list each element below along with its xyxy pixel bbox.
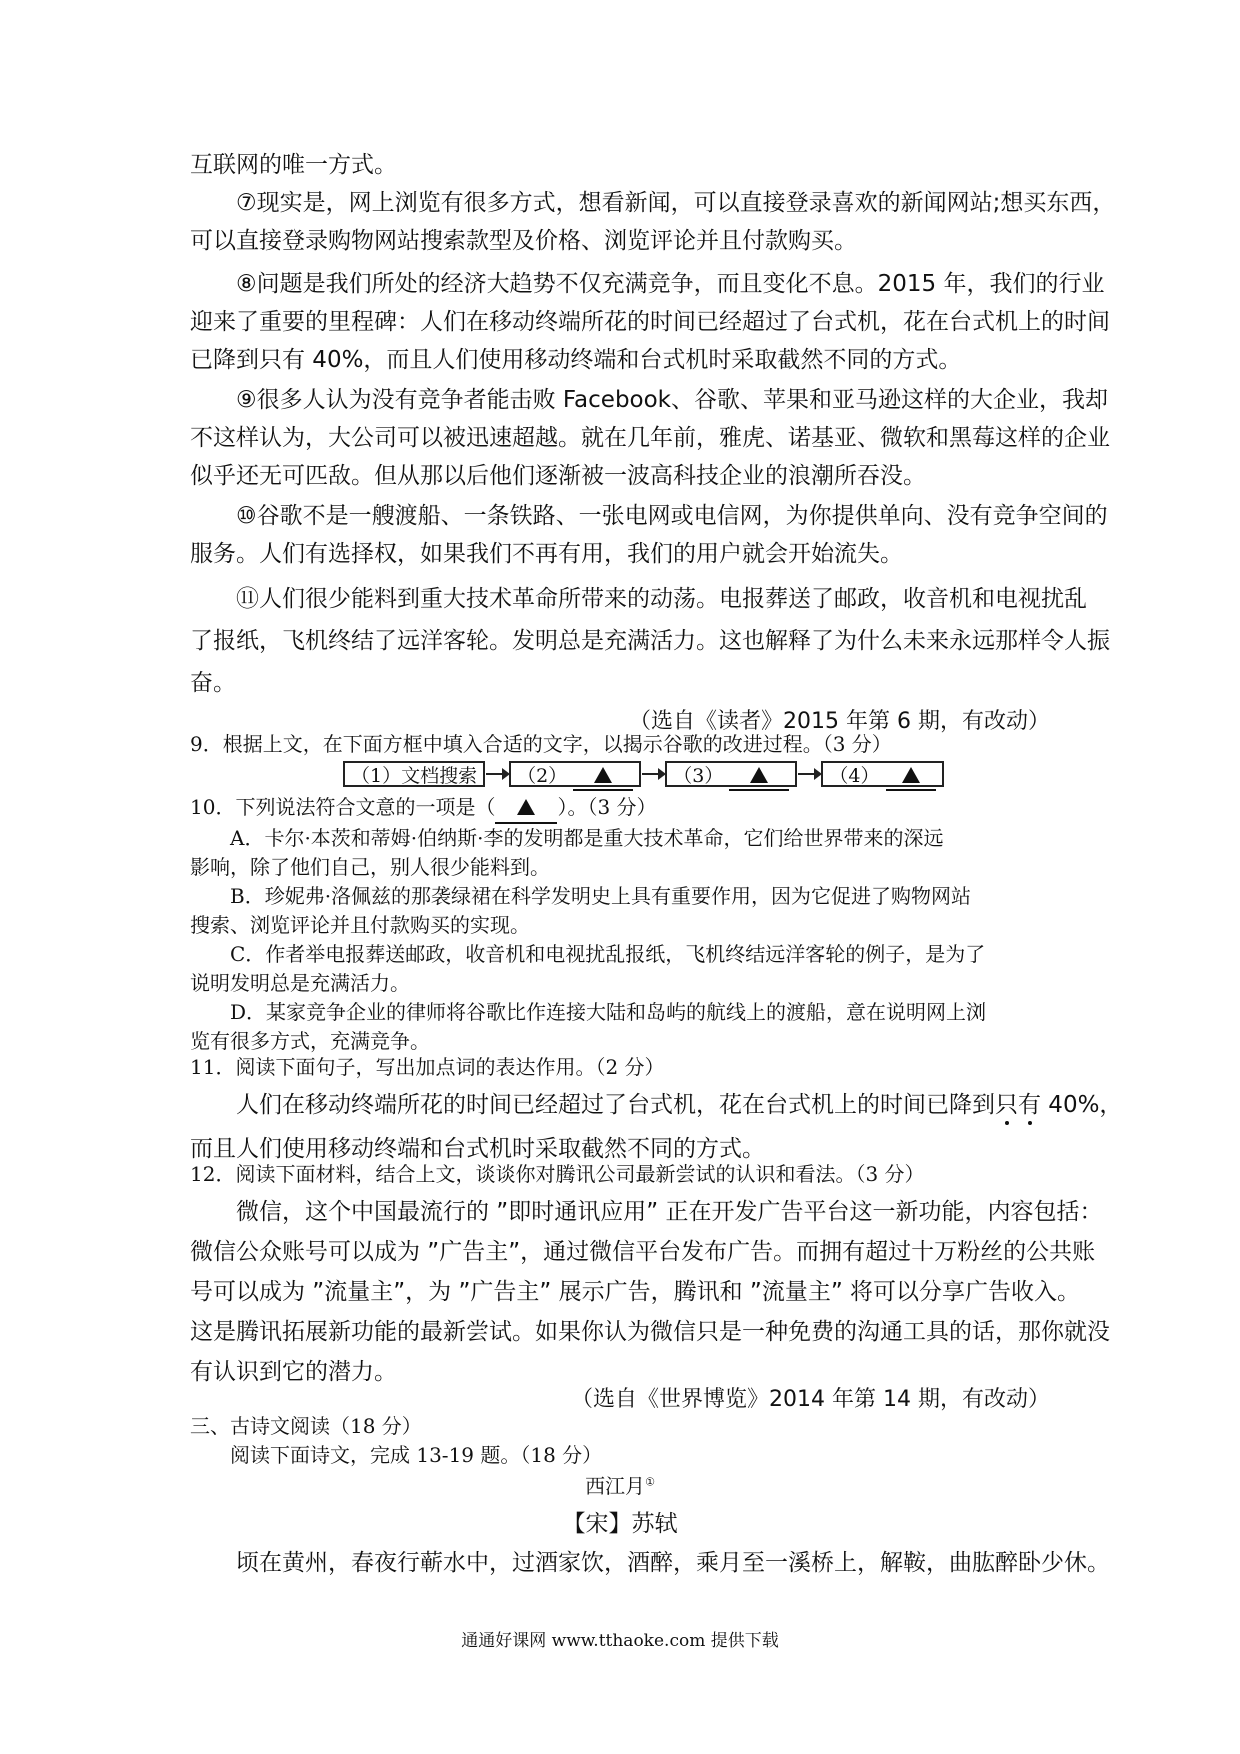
text-line: ⑨很多人认为没有竞争者能击败 Facebook、谷歌、苹果和亚马逊这样的大企业，我却 — [236, 387, 1109, 413]
text-line: 微信公众账号可以成为 ”广告主”，通过微信平台发布广告。而拥有超过十万粉丝的公共账 — [190, 1239, 1096, 1265]
paragraph-8 — [190, 265, 1110, 379]
dotted-word: 有 — [1018, 1092, 1041, 1118]
quoted-sentence — [190, 1083, 1123, 1171]
flow-diagram — [343, 759, 944, 789]
text-line: 微信，这个中国最流行的 ”即时通讯应用” 正在开发广告平台这一新功能，内容包括： — [236, 1199, 1103, 1225]
section-instruction: 阅读下面诗文，完成 13-19 题。（18 分） — [230, 1443, 603, 1467]
text-line: ⑪人们很少能料到重大技术革命所带来的动荡。电报葬送了邮政，收音机和电视扰乱 — [236, 586, 1087, 612]
paragraph-7 — [190, 184, 1116, 260]
source-citation: （选自《读者》2015 年第 6 期，有改动） — [629, 709, 1050, 734]
page-footer: 通通好课网 www.tthaoke.com 提供下载 — [461, 1631, 779, 1651]
question-stem: 9．根据上文，在下面方框中填入合适的文字，以揭示谷歌的改进过程。（3 分） — [190, 732, 892, 756]
sentence-text: 人们在移动终端所花的时间已经超过了台式机，花在台式机上的时间已降到 — [236, 1092, 995, 1118]
text-line: 已降到只有 40%，而且人们使用移动终端和台式机时采取截然不同的方式。 — [190, 347, 962, 373]
text-line: ⑩谷歌不是一艘渡船、一条铁路、一张电网或电信网，为你提供单向、没有竞争空间的 — [236, 503, 1108, 529]
section-3 — [190, 1412, 1050, 1470]
option-a: A．卡尔·本茨和蒂姆·伯纳斯·李的发明都是重大技术革命，它们给世界带来的深远 — [230, 826, 944, 850]
paragraph-continued — [190, 146, 1050, 184]
question-11 — [190, 1053, 1050, 1082]
text-line: 似乎还无可匹敌。但从那以后他们逐渐被一波高科技企业的浪潮所吞没。 — [190, 463, 926, 489]
question-stem: 12．阅读下面材料，结合上文，谈谈你对腾讯公司最新尝试的认识和看法。（3 分） — [190, 1162, 925, 1186]
question-stem — [190, 793, 1050, 824]
answer-blank[interactable] — [495, 793, 557, 824]
text-line: 服务。人们有选择权，如果我们不再有用，我们的用户就会开始流失。 — [190, 541, 903, 567]
flow-box-label: （3） — [673, 765, 724, 787]
dotted-word: 只 — [995, 1092, 1018, 1118]
section-heading: 三、古诗文阅读（18 分） — [190, 1414, 422, 1438]
text-line: 迎来了重要的里程碑：人们在移动终端所花的时间已经超过了台式机，花在台式机上的时间 — [190, 309, 1110, 335]
flow-box-label: （4） — [829, 765, 880, 787]
poem-author: 【宋】苏轼 — [562, 1511, 678, 1537]
paragraph-9 — [190, 381, 1110, 495]
option-b: B．珍妮弗·洛佩兹的那袭绿裙在科学发明史上具有重要作用，因为它促进了购物网站 — [230, 884, 972, 908]
stem-text: 10．下列说法符合文意的一项是（ — [190, 795, 496, 819]
paragraph-11 — [190, 578, 1110, 704]
text-line: 奋。 — [190, 670, 236, 696]
poem-preface — [190, 1544, 1110, 1582]
question-12 — [190, 1160, 1050, 1189]
footnote-marker: ① — [645, 1475, 655, 1489]
option-d: D．某家竞争企业的律师将谷歌比作连接大陆和岛屿的航线上的渡船，意在说明网上浏 — [230, 1000, 987, 1024]
text-line: 这是腾讯拓展新功能的最新尝试。如果你认为微信只是一种免费的沟通工具的话，那你就没 — [190, 1319, 1110, 1345]
poem-title-text: 西江月 — [585, 1474, 646, 1498]
text-line: 互联网的唯一方式。 — [190, 152, 397, 178]
triangle-icon — [594, 767, 612, 783]
arrow-icon — [798, 773, 820, 775]
text-line: 有认识到它的潜力。 — [190, 1359, 397, 1385]
option-d-cont: 览有很多方式，充满竞争。 — [190, 1029, 430, 1053]
text-line: ⑧问题是我们所处的经济大趋势不仅充满竞争，而且变化不息。2015 年，我们的行业 — [236, 271, 1105, 297]
paragraph-10 — [190, 497, 1108, 573]
flow-box-2[interactable] — [509, 761, 641, 787]
triangle-icon — [902, 767, 920, 783]
option-c-cont: 说明发明总是充满活力。 — [190, 971, 410, 995]
flow-box-4[interactable] — [821, 761, 943, 787]
question-10 — [190, 793, 1050, 1056]
text-line: ⑦现实是，网上浏览有很多方式，想看新闻，可以直接登录喜欢的新闻网站;想买东西， — [236, 190, 1116, 216]
flow-box-3[interactable] — [665, 761, 797, 787]
answer-blank[interactable] — [573, 763, 633, 791]
text-line: 可以直接登录购物网站搜索款型及价格、浏览评论并且付款购买。 — [190, 228, 857, 254]
source-citation: （选自《世界博览》2014 年第 14 期，有改动） — [571, 1387, 1050, 1412]
flow-box-1: （1）文档搜索 — [343, 761, 485, 787]
text-line: 不这样认为，大公司可以被迅速超越。就在几年前，雅虎、诺基亚、微软和黑莓这样的企业 — [190, 425, 1110, 451]
text-line: 号可以成为 ”流量主”，为 ”广告主” 展示广告，腾讯和 ”流量主” 将可以分享广告收入。 — [190, 1279, 1081, 1305]
option-b-cont: 搜索、浏览评论并且付款购买的实现。 — [190, 913, 530, 937]
sentence-text: 40%， — [1041, 1092, 1123, 1118]
triangle-icon — [750, 767, 768, 783]
text-line: 了报纸，飞机终结了远洋客轮。发明总是充满活力。这也解释了为什么未来永远那样令人振 — [190, 628, 1110, 654]
text-line — [190, 1083, 1123, 1127]
question-stem: 11．阅读下面句子，写出加点词的表达作用。（2 分） — [190, 1055, 665, 1079]
flow-box-label: （2） — [517, 765, 568, 787]
arrow-icon — [486, 773, 508, 775]
answer-blank[interactable] — [886, 763, 936, 791]
poem-title — [0, 1470, 1240, 1499]
text-line: 顷在黄州，春夜行蕲水中，过酒家饮，酒醉，乘月至一溪桥上，解鞍，曲肱醉卧少休。 — [236, 1550, 1110, 1576]
material-paragraph — [190, 1192, 1110, 1392]
question-9 — [190, 730, 1050, 759]
option-c: C．作者举电报葬送邮政，收音机和电视扰乱报纸，飞机终结远洋客轮的例子，是为了 — [230, 942, 986, 966]
option-a-cont: 影响，除了他们自己，别人很少能料到。 — [190, 855, 550, 879]
triangle-icon — [517, 799, 535, 815]
arrow-icon — [642, 773, 664, 775]
text-line: 而且人们使用移动终端和台式机时采取截然不同的方式。 — [190, 1136, 765, 1162]
stem-text: ）。（3 分） — [557, 795, 657, 819]
answer-blank[interactable] — [729, 763, 789, 791]
